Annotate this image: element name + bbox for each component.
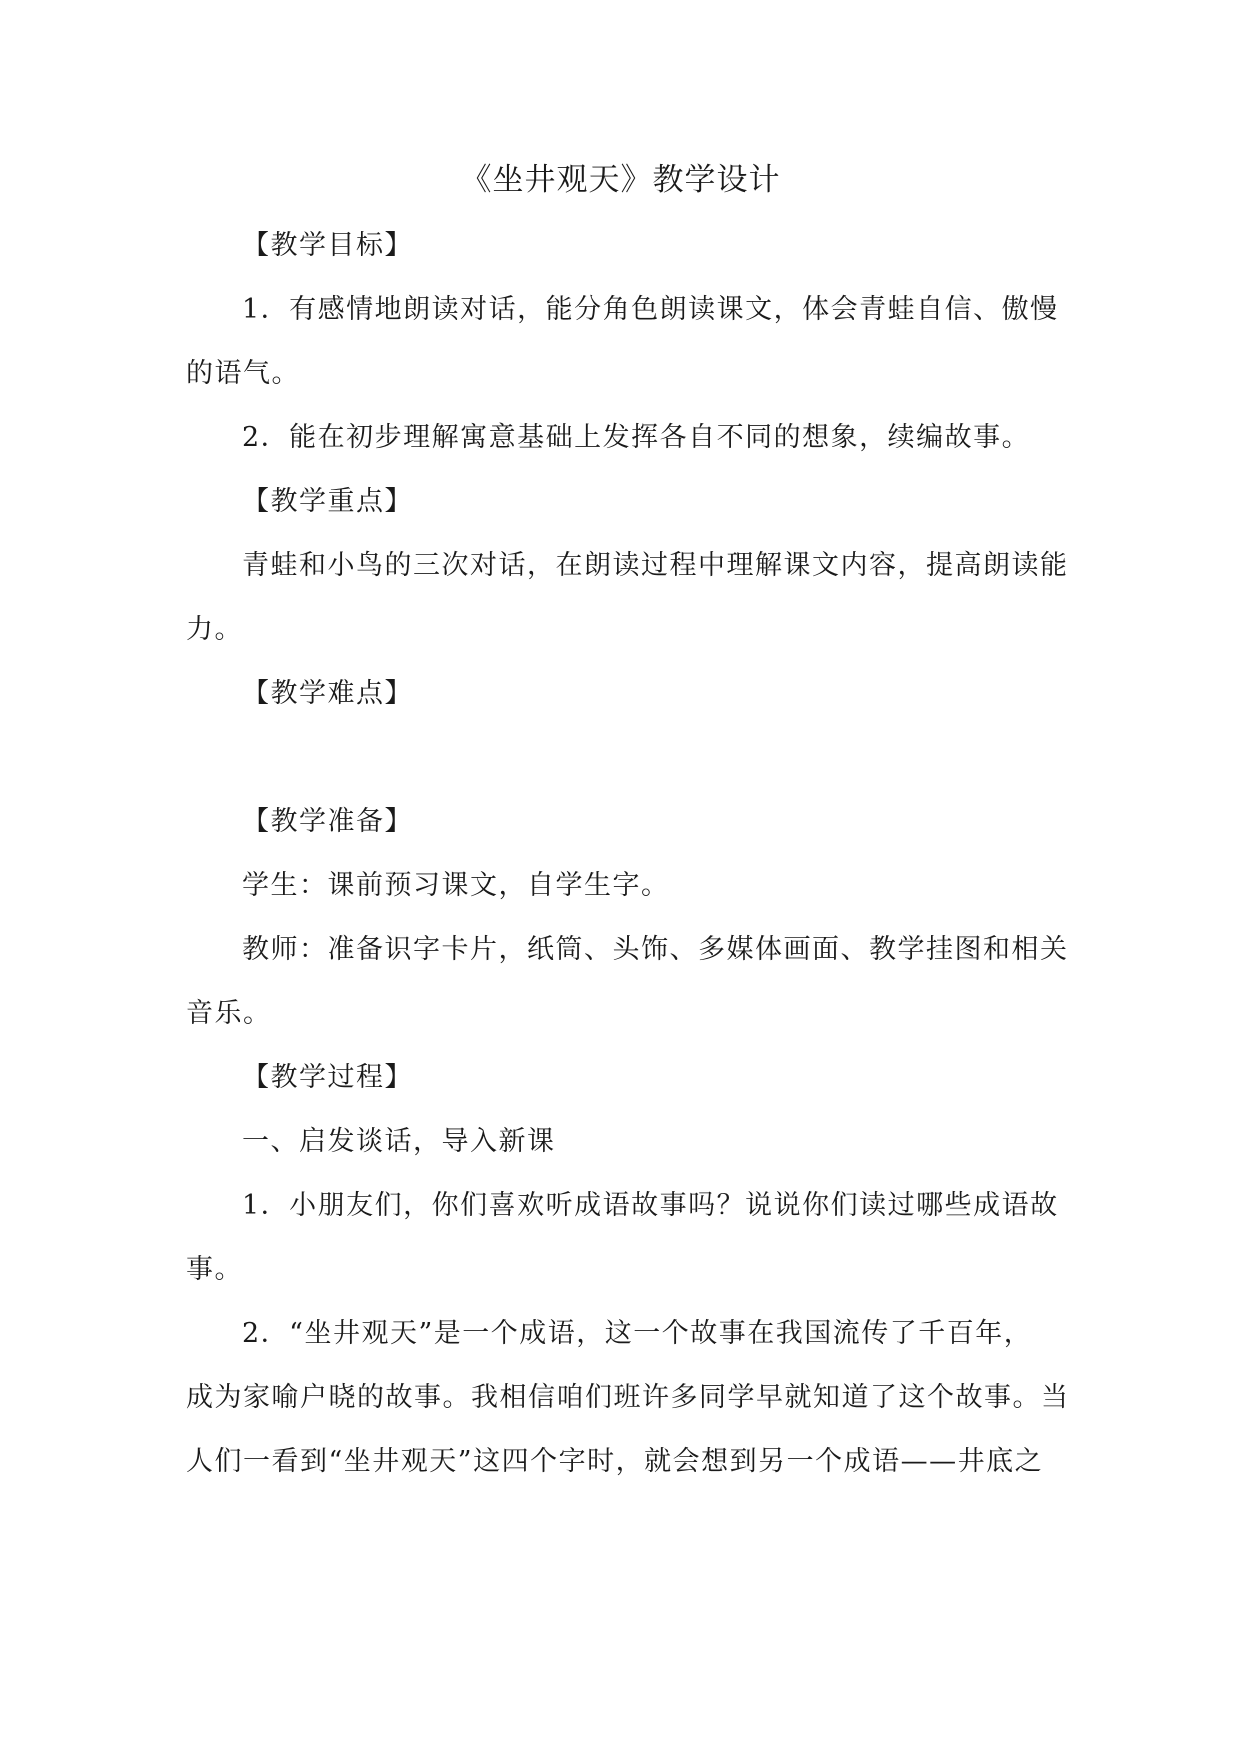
paragraph-line: 教师：准备识字卡片，纸筒、头饰、多媒体画面、教学挂图和相关: [242, 934, 1069, 965]
paragraph-line: 1．有感情地朗读对话，能分角色朗读课文，体会青蛙自信、傲慢: [242, 294, 1059, 325]
paragraph-line: 力。: [186, 614, 243, 645]
section-heading-preparation: 【教学准备】: [242, 806, 413, 837]
paragraph-line: 学生：课前预习课文，自学生字。: [242, 870, 670, 901]
paragraph-line: 的语气。: [186, 358, 300, 389]
section-heading-objectives: 【教学目标】: [242, 230, 413, 261]
paragraph-line: 一、启发谈话，导入新课: [242, 1126, 556, 1157]
paragraph-line: 1．小朋友们，你们喜欢听成语故事吗？说说你们读过哪些成语故: [242, 1190, 1059, 1221]
paragraph-line: 音乐。: [186, 998, 272, 1029]
section-heading-key-points: 【教学重点】: [242, 486, 413, 517]
paragraph-line: 事。: [186, 1254, 243, 1285]
paragraph-line: 2．能在初步理解寓意基础上发挥各自不同的想象，续编故事。: [242, 422, 1031, 453]
document-title: 《坐井观天》教学设计: [460, 162, 781, 198]
paragraph-line: 青蛙和小鸟的三次对话，在朗读过程中理解课文内容，提高朗读能: [242, 550, 1069, 581]
section-heading-process: 【教学过程】: [242, 1062, 413, 1093]
paragraph-line: 2．“坐井观天”是一个成语，这一个故事在我国流传了千百年，: [242, 1318, 1033, 1349]
paragraph-line: 成为家喻户晓的故事。我相信咱们班许多同学早就知道了这个故事。当: [186, 1382, 1070, 1413]
paragraph-line: 人们一看到“坐井观天”这四个字时，就会想到另一个成语——井底之: [186, 1446, 1044, 1477]
section-heading-difficulties: 【教学难点】: [242, 678, 413, 709]
